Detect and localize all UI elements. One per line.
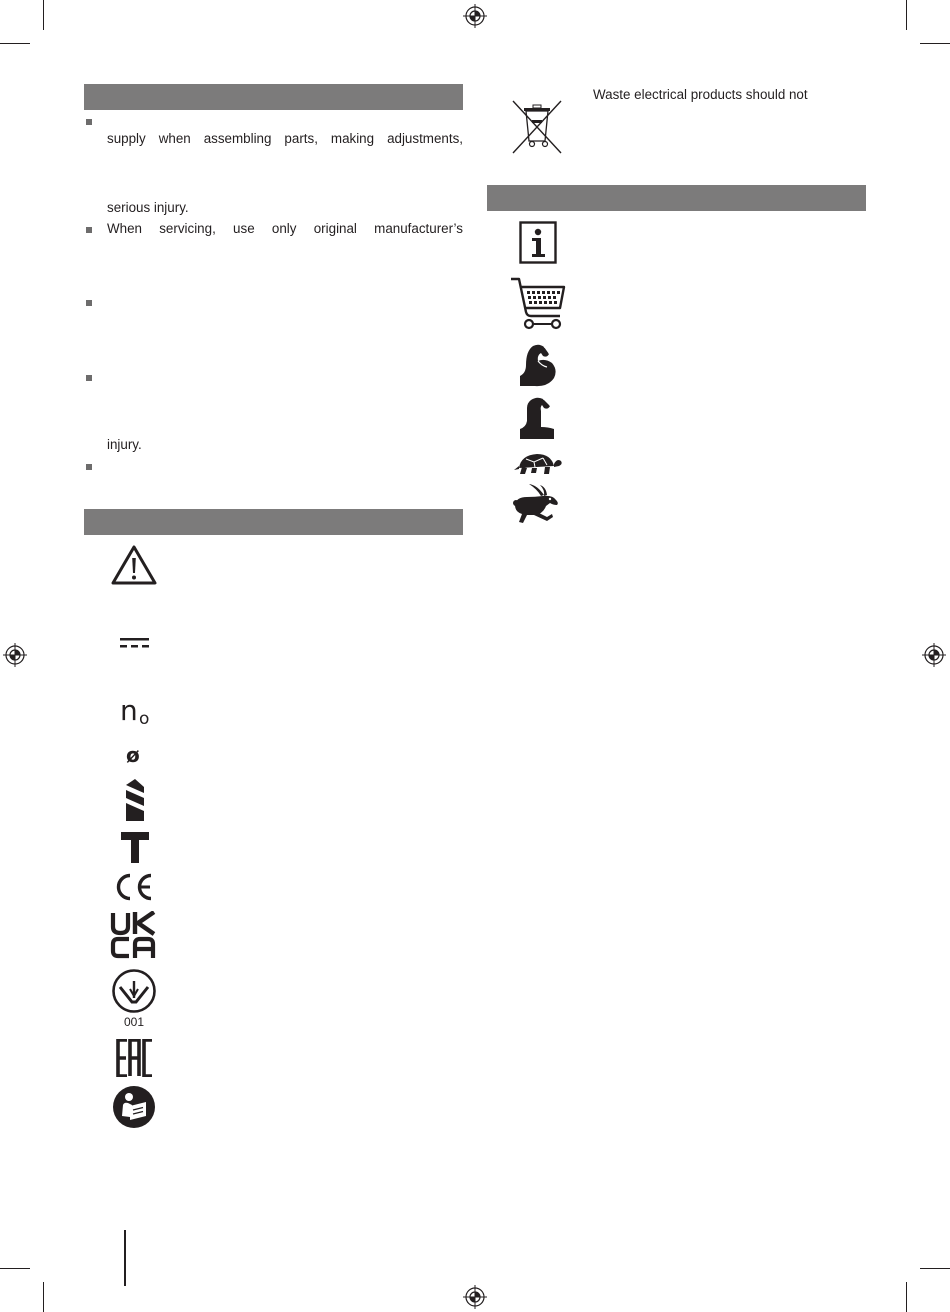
diameter-icon: ø <box>126 743 140 767</box>
info-icon <box>519 221 557 264</box>
list-item-text: supply when assembling parts, making adjustments, <box>107 131 463 146</box>
crop-mark <box>920 43 950 44</box>
rabbit-fast-icon <box>513 484 563 526</box>
crop-mark <box>0 1268 30 1269</box>
direct-current-icon <box>119 636 151 650</box>
ua-mark-number: 001 <box>124 1015 145 1029</box>
ce-mark-icon <box>113 872 155 902</box>
warning-triangle-icon <box>110 544 158 586</box>
ua-conformity-mark-icon <box>110 969 158 1013</box>
crop-mark <box>906 1282 907 1312</box>
list-bullet <box>86 227 92 233</box>
crop-mark <box>920 1268 950 1269</box>
muscle-arm-icon <box>517 396 559 440</box>
shopping-cart-icon <box>510 276 566 332</box>
no-load-speed-icon <box>120 695 160 731</box>
registration-mark-icon <box>3 643 27 667</box>
section-header-bar <box>84 84 463 110</box>
crop-mark <box>43 0 44 30</box>
list-bullet <box>86 119 92 125</box>
list-item-text: When servicing, use only original manufacturer’s <box>107 221 463 236</box>
read-manual-icon <box>113 1086 155 1128</box>
section-header-bar <box>84 509 463 535</box>
eac-mark-icon <box>116 1039 154 1077</box>
drill-mode-icon <box>124 779 146 821</box>
muscle-arm-icon <box>517 343 559 387</box>
crop-mark <box>43 1282 44 1312</box>
registration-mark-icon <box>463 4 487 28</box>
registration-mark-icon <box>922 643 946 667</box>
registration-mark-icon <box>463 1285 487 1309</box>
ukca-mark-icon <box>110 911 158 959</box>
list-item-text: serious injury. <box>107 200 189 215</box>
crop-mark <box>906 0 907 30</box>
weee-crossed-bin-icon <box>511 99 563 155</box>
no-load-speed-subscript: o <box>139 709 150 729</box>
page-edge-line <box>124 1230 126 1286</box>
list-bullet <box>86 375 92 381</box>
hammer-mode-icon <box>121 831 149 863</box>
tortoise-slow-icon <box>513 450 563 476</box>
crop-mark <box>0 43 30 44</box>
section-header-bar <box>487 185 866 211</box>
list-item-text: injury. <box>107 437 142 452</box>
no-load-speed-symbol: n <box>120 694 138 727</box>
list-bullet <box>86 464 92 470</box>
list-bullet <box>86 300 92 306</box>
weee-notice-text: Waste electrical products should not <box>593 87 808 102</box>
